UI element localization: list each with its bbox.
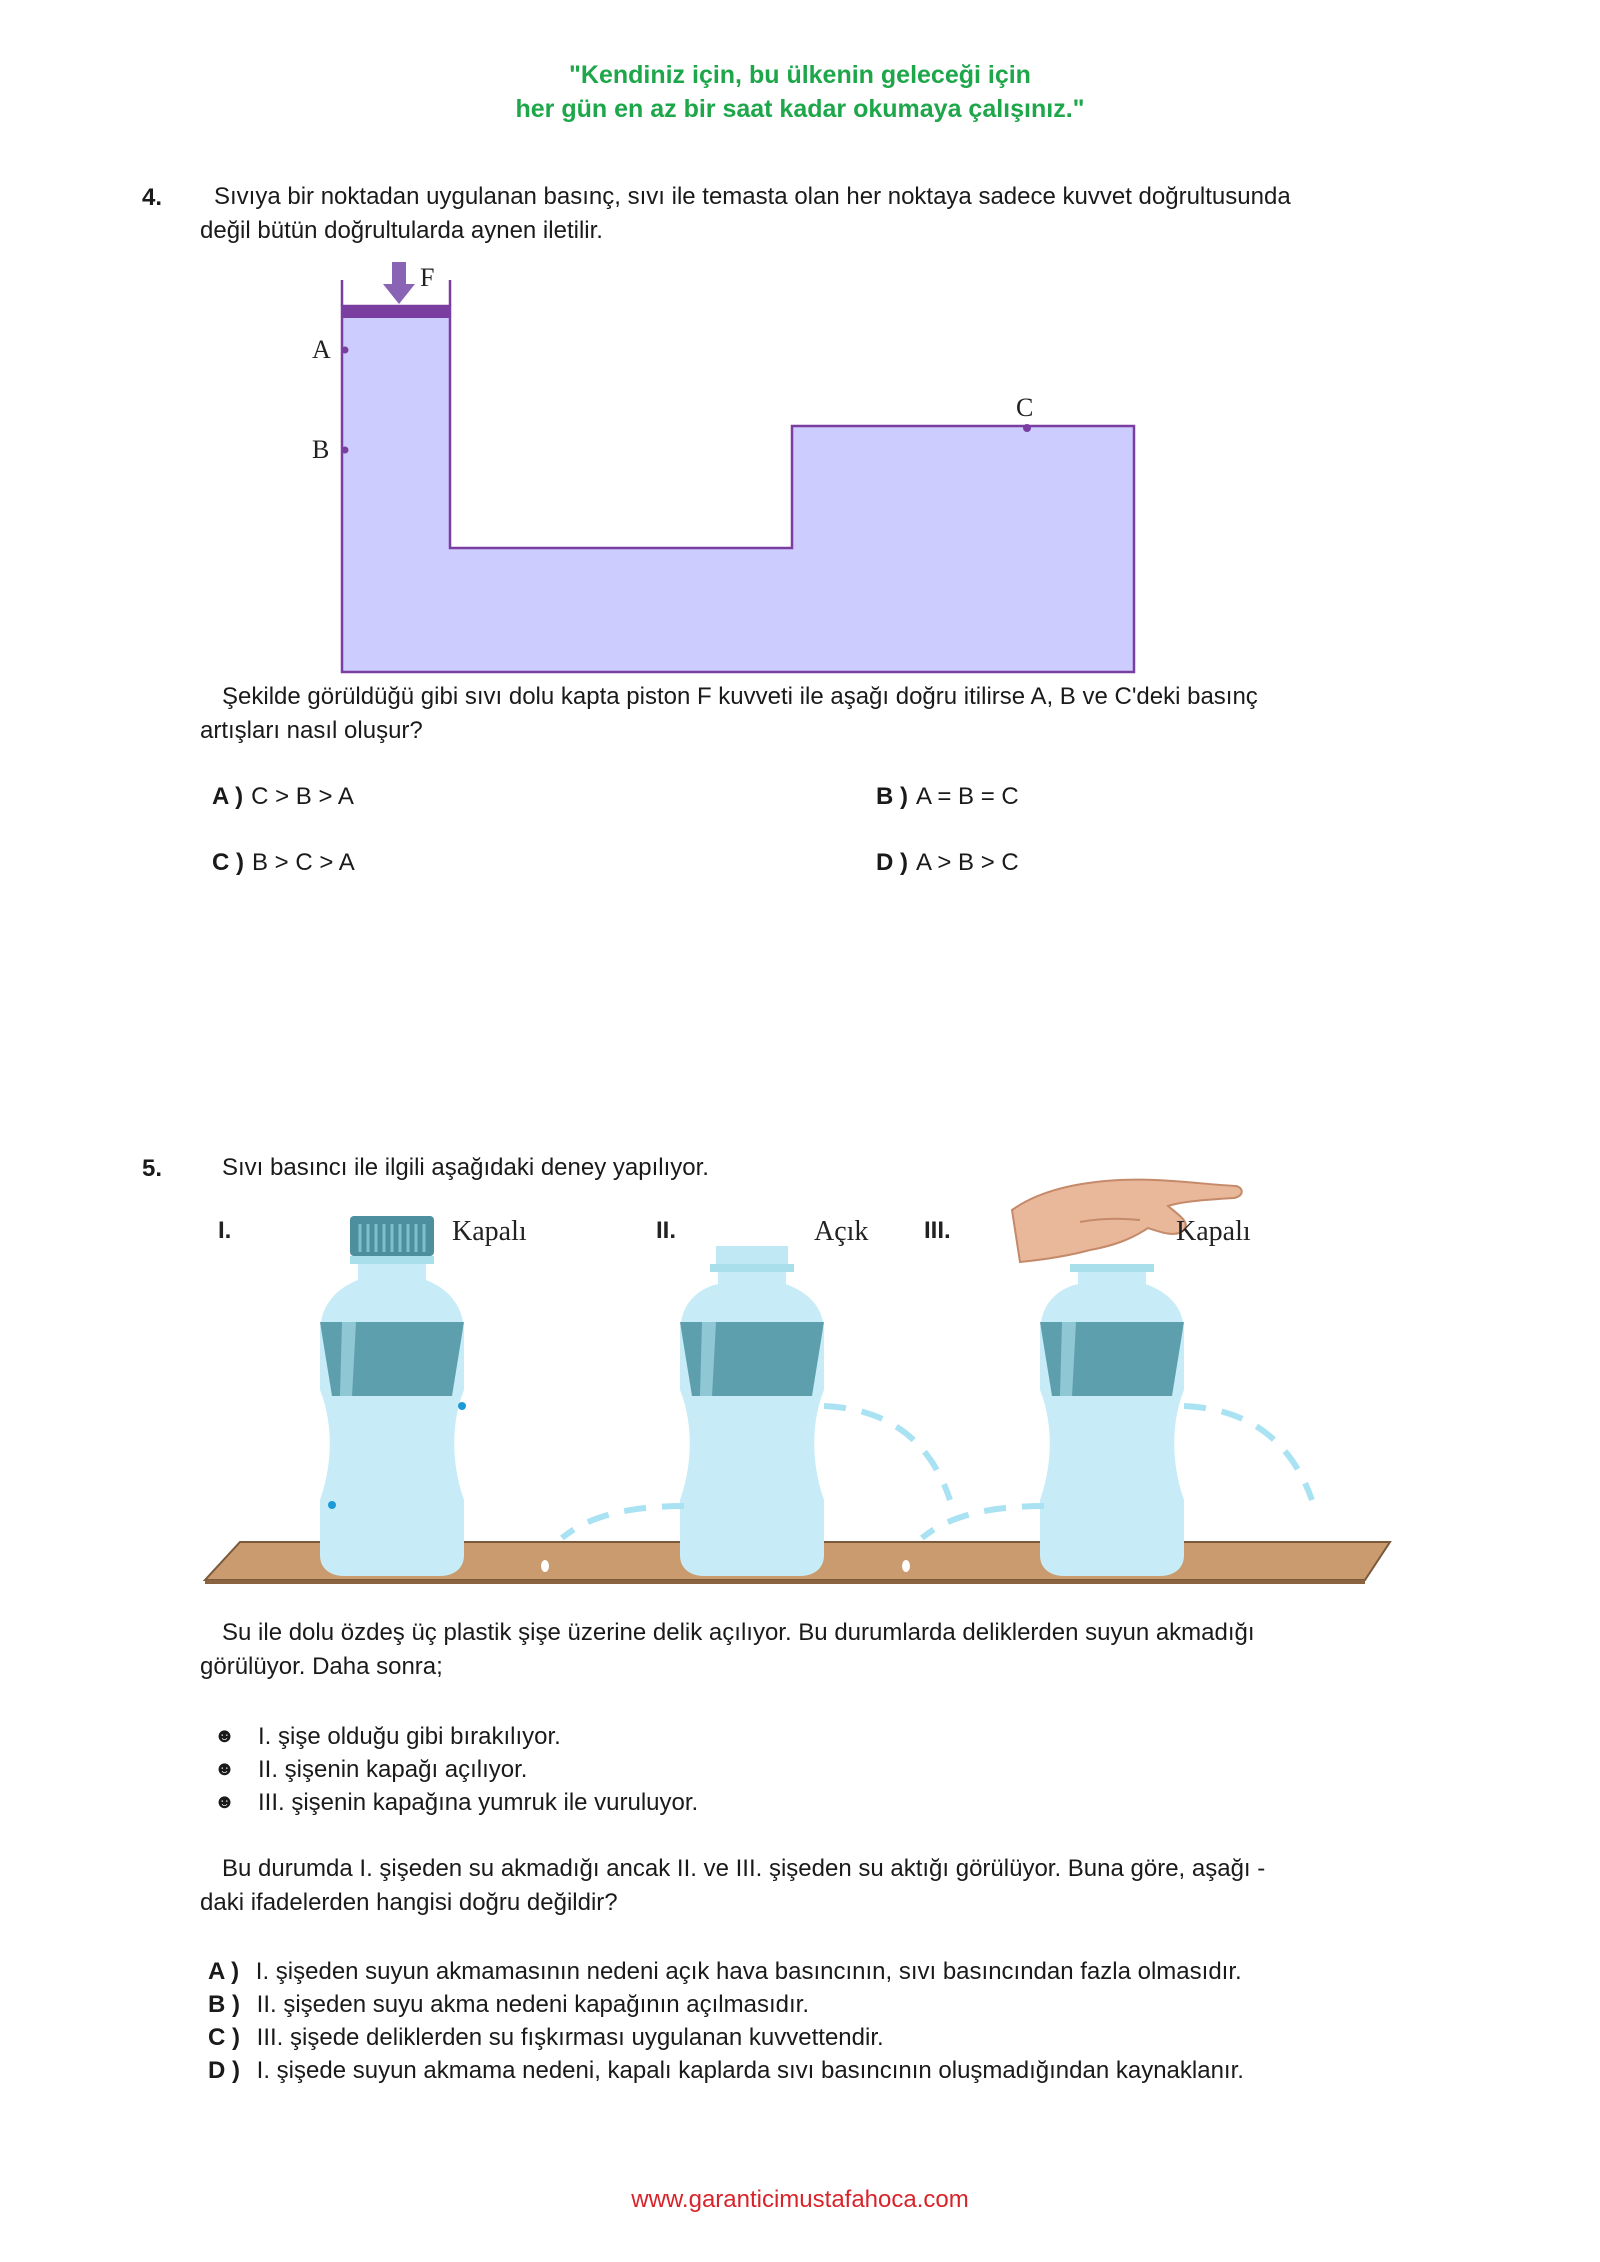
q4-option-a-text: C > B > A [251,783,354,810]
q4-option-b[interactable] [876,780,1019,814]
bottle-2-numeral: II. [656,1217,677,1244]
smiley-bullet-icon: ☻ [214,1791,236,1813]
question-5-text-line-2: daki ifadelerden hangisi doğru değildir? [200,1889,618,1916]
q4-option-c-letter: C ) [212,849,244,876]
q5-option-a-text: I. şişeden suyun akmamasının nedeni açık hava basıncının, sıvı basıncından fazla olmasıdır. [255,1958,1242,1985]
bottle-2 [680,1246,824,1576]
q4-vessel-figure [300,258,1160,678]
q4-option-c-text: B > C > A [252,849,355,876]
footer-url: www.garanticimustafahoca.com [631,2186,969,2213]
q5-bullet-text: I. şişe olduğu gibi bırakılıyor. [258,1723,561,1750]
question-5-number: 5. [142,1155,163,1182]
q4-option-d-text: A > B > C [916,849,1019,876]
smiley-bullet-icon: ☻ [214,1725,236,1747]
bottle-1-numeral: I. [218,1217,232,1244]
motto-line-2: her gün en az bir saat kadar okumaya çalışınız." [515,95,1085,123]
bottle-2-state: Açık [814,1216,869,1247]
q5-option-b-text: II. şişeden suyu akma nedeni kapağının açılmasıdır. [256,1991,809,2018]
label-b: B [312,435,330,464]
question-5-text-line-1: Bu durumda I. şişeden su akmadığı ancak II. ve III. şişeden su aktığı görülüyor. Buna göre, aşağı - [222,1855,1266,1882]
bottle-1-state: Kapalı [452,1216,527,1247]
bottle-3-jet-right [1184,1406,1312,1500]
bottle-3 [1040,1264,1184,1576]
bottle-3-state: Kapalı [1176,1216,1251,1247]
point-c [1023,424,1031,432]
q5-bullet-item [214,1753,698,1786]
q5-option-b[interactable] [208,1988,1244,2021]
q5-option-c[interactable] [208,2021,1244,2054]
point-b [342,447,349,454]
bottle-2-jet-left [562,1506,684,1538]
q5-bullet-text: II. şişenin kapağı açılıyor. [258,1756,528,1783]
question-4-text-line-2: artışları nasıl oluşur? [200,717,423,744]
q4-option-b-text: A = B = C [916,783,1019,810]
q5-option-c-letter: C ) [208,2024,240,2051]
q4-option-a[interactable] [212,780,354,814]
bottle-1 [320,1216,466,1576]
label-c: C [1016,393,1034,422]
q5-bullet-text: III. şişenin kapağına yumruk ile vuruluyor. [258,1789,699,1816]
q5-bullet-item [214,1720,698,1753]
smiley-bullet-icon: ☻ [214,1758,236,1780]
question-5-desc-line-2: görülüyor. Daha sonra; [200,1653,443,1680]
motto-line-1: "Kendiniz için, bu ülkenin geleceği için [569,61,1031,89]
q4-option-b-letter: B ) [876,783,908,810]
piston [342,306,450,318]
question-5-stem: Sıvı basıncı ile ilgili aşağıdaki deney yapılıyor. [222,1154,709,1181]
bottle-3-numeral: III. [924,1217,951,1244]
question-4-text-line-1: Şekilde görüldüğü gibi sıvı dolu kapta piston F kuvveti ile aşağı doğru itilirse A, B ve C'deki basınç [222,683,1258,710]
motto [0,58,1600,126]
q5-option-a[interactable] [208,1955,1244,1988]
bottle-2-jet-right [824,1406,950,1500]
q5-options [208,1955,1244,2087]
question-4-stem-line-1: Sıvıya bir noktadan uygulanan basınç, sıvı ile temasta olan her noktaya sadece kuvvet doğrultusunda [214,183,1291,210]
q5-bullet-item [214,1786,698,1819]
q5-option-d[interactable] [208,2054,1244,2087]
q5-option-b-letter: B ) [208,1991,240,2018]
label-f: F [420,263,435,292]
q5-option-c-text: III. şişede deliklerden su fışkırması uygulanan kuvvettendir. [256,2024,884,2051]
vessel-liquid [342,306,1134,672]
question-4-stem-line-2: değil bütün doğrultularda aynen iletilir. [200,217,603,244]
bottle-3-jet-left [922,1506,1044,1538]
force-arrow-icon [383,262,415,304]
label-a: A [312,335,331,364]
q4-option-a-letter: A ) [212,783,244,810]
q4-option-d[interactable] [876,846,1019,880]
question-5-desc-line-1: Su ile dolu özdeş üç plastik şişe üzerine delik açılıyor. Bu durumlarda deliklerden suyun akmadığı [222,1619,1255,1646]
q4-option-d-letter: D ) [876,849,908,876]
q5-option-d-text: I. şişede suyun akmama nedeni, kapalı kaplarda sıvı basıncının oluşmadığından kaynaklanır. [256,2057,1244,2084]
q5-option-d-letter: D ) [208,2057,240,2084]
q5-option-a-letter: A ) [208,1958,240,1985]
q5-bullet-list [214,1720,698,1819]
point-a [342,347,349,354]
question-4-number: 4. [142,184,163,211]
q5-bottles-figure [200,1160,1400,1600]
q4-option-c[interactable] [212,846,355,880]
